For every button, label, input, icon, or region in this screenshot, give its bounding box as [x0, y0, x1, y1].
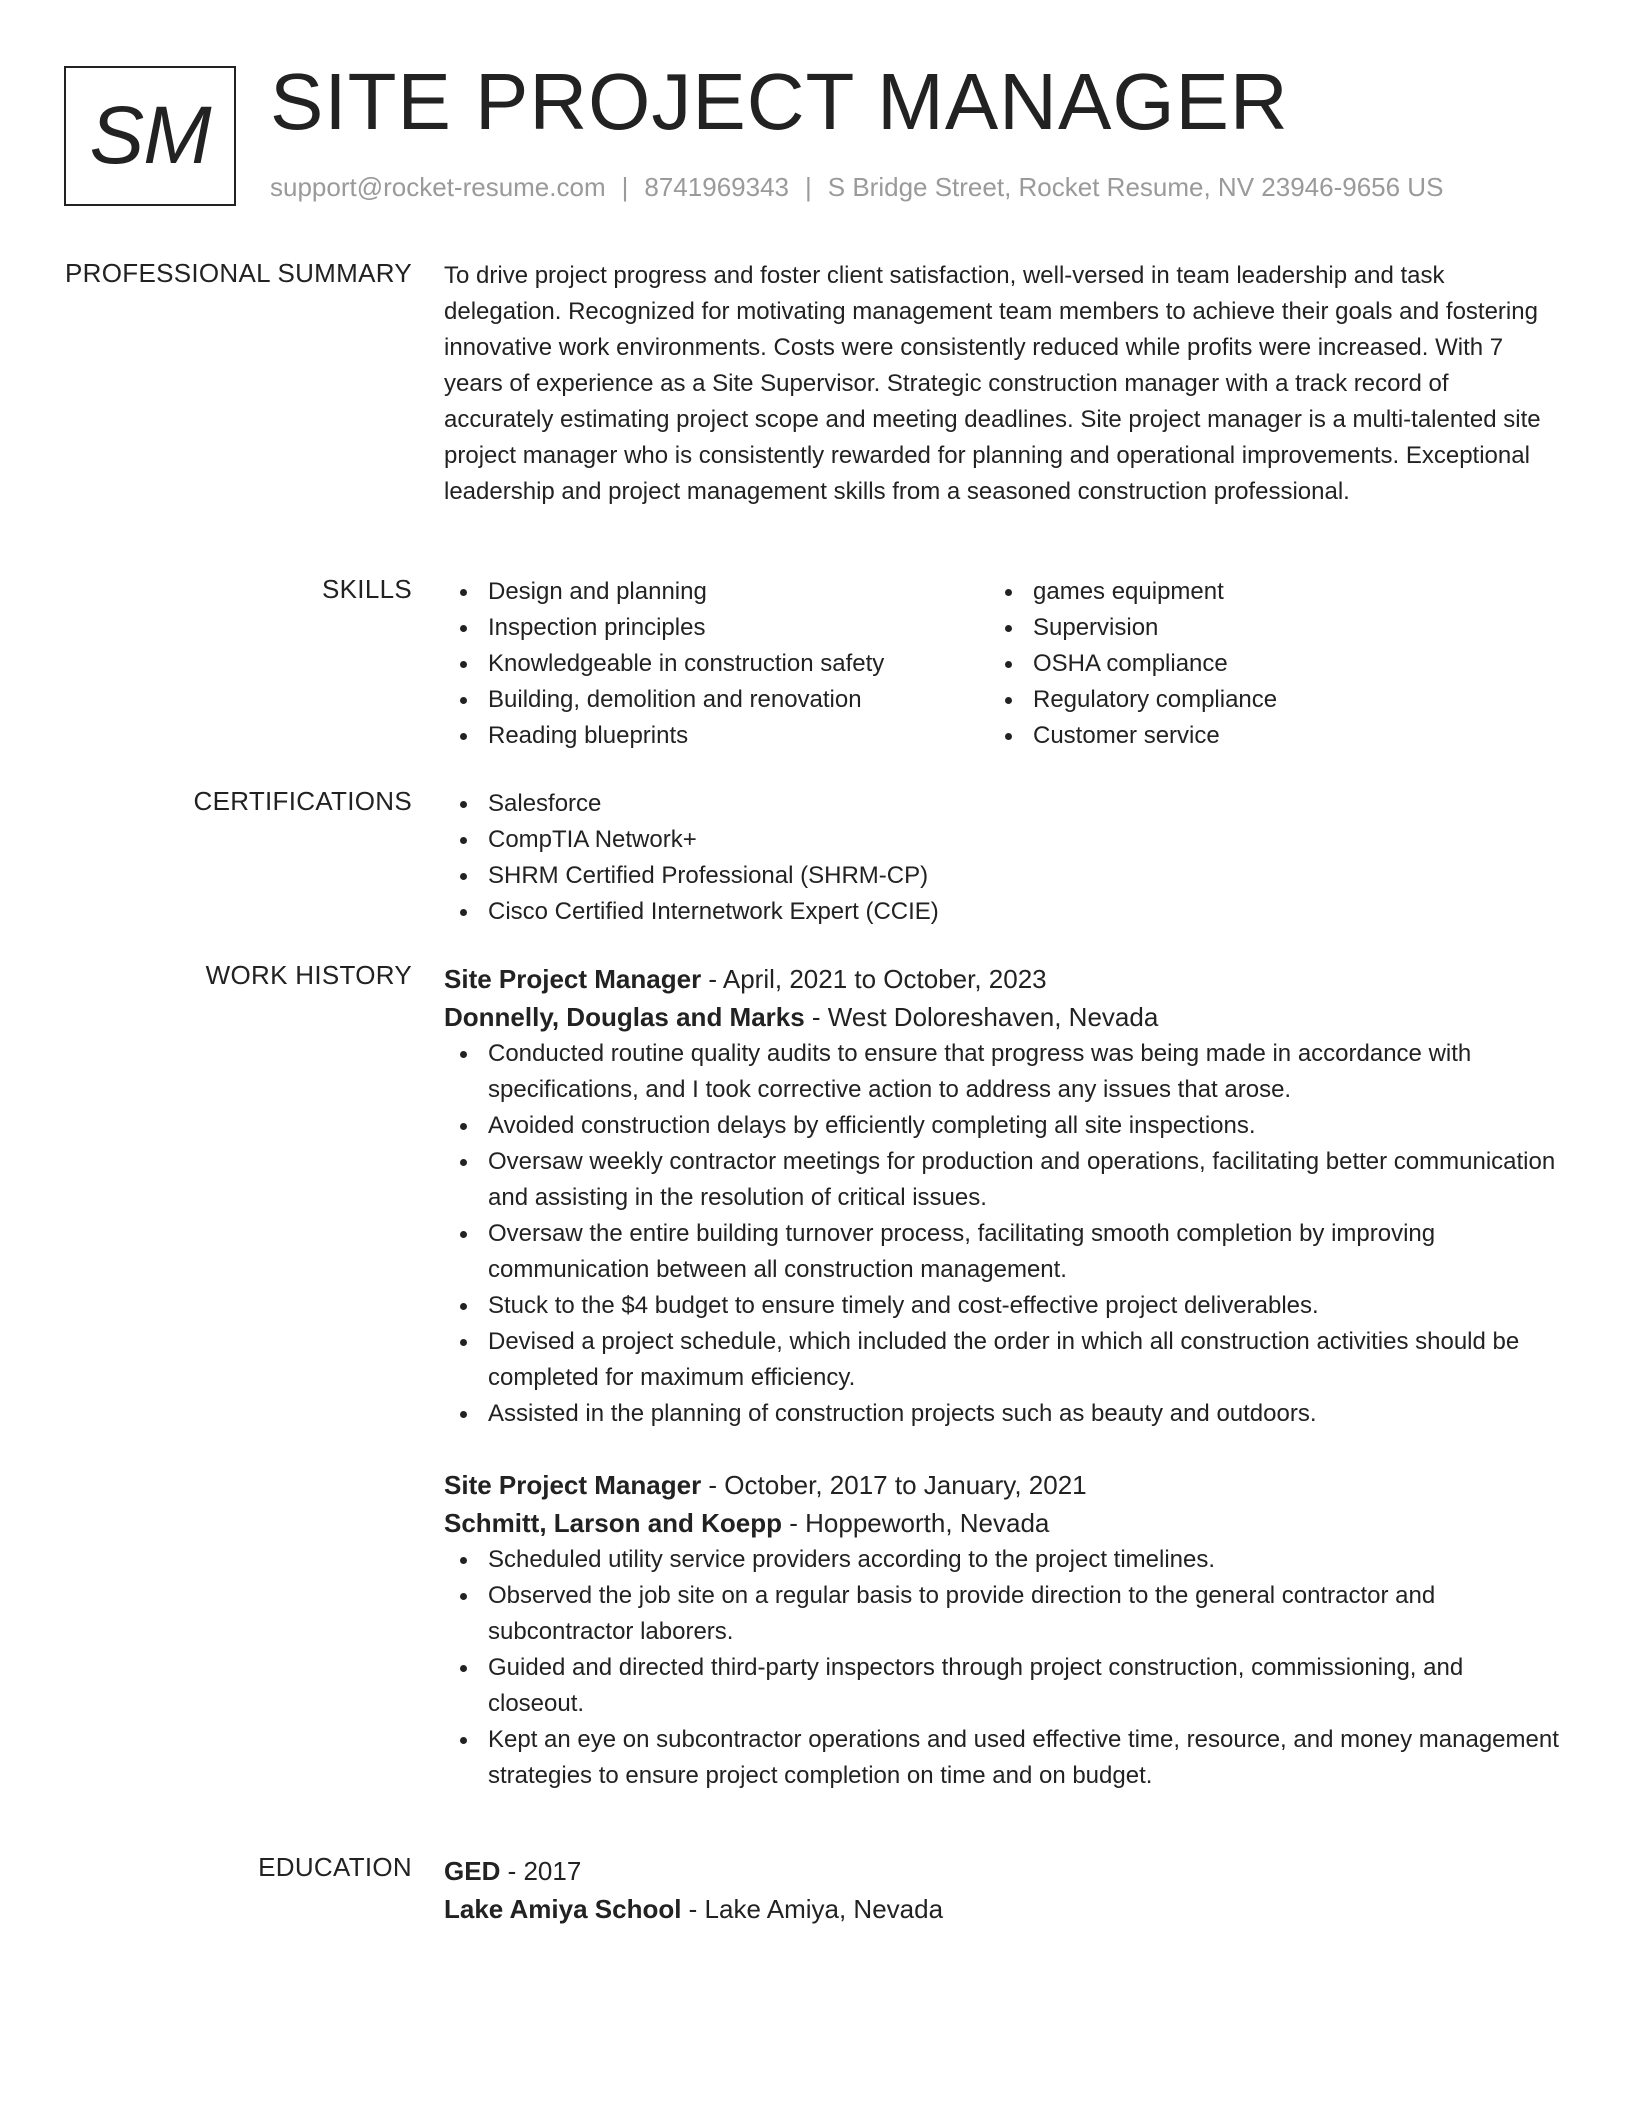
section-label-certifications: CERTIFICATIONS: [193, 786, 412, 816]
skill-item: games equipment: [989, 574, 1534, 610]
education-degree-line: [444, 1852, 1560, 1890]
section-label-skills: SKILLS: [322, 574, 412, 604]
contact-separator: |: [805, 172, 812, 202]
skill-item: OSHA compliance: [989, 646, 1534, 682]
skill-item: Reading blueprints: [444, 718, 989, 754]
contact-line: [270, 172, 1443, 203]
skills-list-right: [989, 574, 1534, 754]
education-school: Lake Amiya School: [444, 1894, 682, 1924]
contact-phone: 8741969343: [644, 172, 789, 202]
skill-item: Knowledgeable in construction safety: [444, 646, 989, 682]
job-title-line: [444, 1466, 1560, 1504]
education-body: [444, 1852, 1560, 1928]
job-location: - West Doloreshaven, Nevada: [804, 1002, 1159, 1032]
certification-item: CompTIA Network+: [444, 822, 1560, 858]
job-bullet: Oversaw the entire building turnover process, facilitating smooth completion by improving communication between all construction management.: [444, 1216, 1560, 1288]
contact-email: support@rocket-resume.com: [270, 172, 606, 202]
summary-body: [444, 258, 1560, 510]
certification-item: Cisco Certified Internetwork Expert (CCIE): [444, 894, 1560, 930]
job-dates: - October, 2017 to January, 2021: [701, 1470, 1087, 1500]
job-dates: - April, 2021 to October, 2023: [701, 964, 1047, 994]
certification-item: SHRM Certified Professional (SHRM-CP): [444, 858, 1560, 894]
section-label-education: EDUCATION: [258, 1852, 412, 1882]
job-bullet: Conducted routine quality audits to ensure that progress was being made in accordance with specifications, and I took corrective action to address any issues that arose.: [444, 1036, 1560, 1108]
job-company: Donnelly, Douglas and Marks: [444, 1002, 805, 1032]
section-label-work: WORK HISTORY: [205, 960, 412, 990]
job-company-line: [444, 1504, 1560, 1542]
job-location: - Hoppeworth, Nevada: [782, 1508, 1050, 1538]
job-entry: [444, 960, 1560, 1432]
skills-list-left: [444, 574, 989, 754]
job-title-line: [444, 960, 1560, 998]
certifications-list: [444, 786, 1560, 930]
job-company: Schmitt, Larson and Koepp: [444, 1508, 783, 1538]
job-bullet: Kept an eye on subcontractor operations and used effective time, resource, and money management strategies to ensure project completion on time and on budget.: [444, 1722, 1560, 1794]
certifications-body: [444, 786, 1560, 930]
job-bullet: Avoided construction delays by efficiently completing all site inspections.: [444, 1108, 1560, 1144]
summary-text: To drive project progress and foster client satisfaction, well-versed in team leadership and task delegation. Recognized for motivating management team members to achieve their goals and fostering innovative work environments. Costs were consistently reduced while profits were increased. With 7 years of experience as a Site Supervisor. Strategic construction manager with a track record of accurately estimating project scope and meeting deadlines. Site project manager is a multi-talented site project manager who is consistently rewarded for planning and operational improvements. Exceptional leadership and project management skills from a seasoned construction professional.: [444, 262, 1541, 505]
skills-body: [444, 574, 1560, 754]
skill-item: Customer service: [989, 718, 1534, 754]
skill-item: Supervision: [989, 610, 1534, 646]
skill-item: Inspection principles: [444, 610, 989, 646]
job-bullet: Devised a project schedule, which included the order in which all construction activities should be completed for maximum efficiency.: [444, 1324, 1560, 1396]
job-title: Site Project Manager: [444, 964, 702, 994]
skill-item: Regulatory compliance: [989, 682, 1534, 718]
section-label-summary: PROFESSIONAL SUMMARY: [65, 258, 412, 288]
job-bullet-list: [444, 1542, 1560, 1794]
job-bullet: Oversaw weekly contractor meetings for production and operations, facilitating better communication and assisting in the resolution of critical issues.: [444, 1144, 1560, 1216]
monogram-badge: SM: [64, 66, 236, 206]
job-bullet: Scheduled utility service providers according to the project timelines.: [444, 1542, 1560, 1578]
contact-separator: |: [621, 172, 629, 202]
job-bullet: Guided and directed third-party inspectors through project construction, commissioning, and closeout.: [444, 1650, 1560, 1722]
contact-address: S Bridge Street, Rocket Resume, NV 23946-9656 US: [827, 172, 1444, 202]
education-degree: GED: [444, 1856, 501, 1886]
job-title: Site Project Manager: [444, 1470, 702, 1500]
education-school-line: [444, 1890, 1560, 1928]
job-bullet: Observed the job site on a regular basis to provide direction to the general contractor and subcontractor laborers.: [444, 1578, 1560, 1650]
page-title: SITE PROJECT MANAGER: [270, 57, 1289, 146]
education-year: - 2017: [500, 1856, 582, 1886]
job-entry: [444, 1466, 1560, 1794]
education-location: - Lake Amiya, Nevada: [681, 1894, 944, 1924]
job-bullet: Stuck to the $4 budget to ensure timely and cost-effective project deliverables.: [444, 1288, 1560, 1324]
job-bullet-list: [444, 1036, 1560, 1432]
job-company-line: [444, 998, 1560, 1036]
job-bullet: Assisted in the planning of construction projects such as beauty and outdoors.: [444, 1396, 1560, 1432]
skill-item: Building, demolition and renovation: [444, 682, 989, 718]
skill-item: Design and planning: [444, 574, 989, 610]
work-body: [444, 960, 1560, 1794]
certification-item: Salesforce: [444, 786, 1560, 822]
